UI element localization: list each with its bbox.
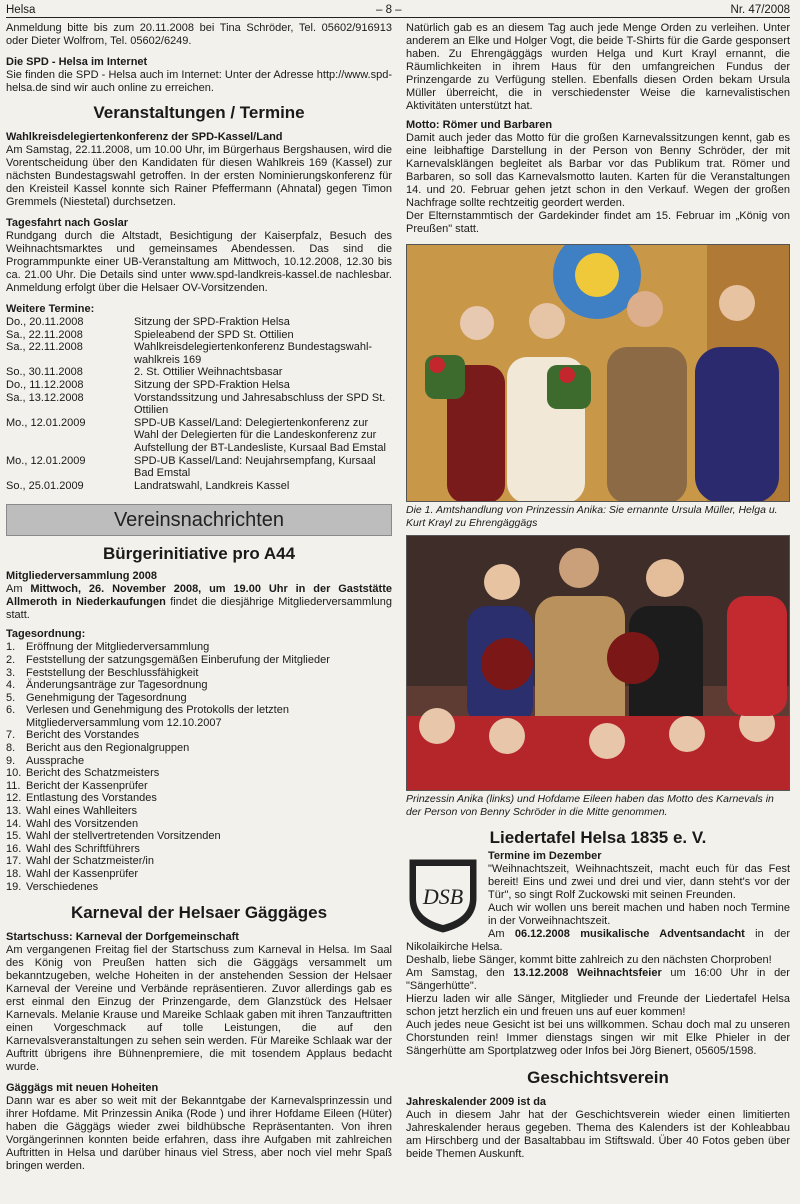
agenda-text: Wahl der stellvertretenden Vorsitzenden <box>26 830 221 843</box>
logo-monogram: DSB <box>422 884 464 910</box>
event-cell: Sitzung der SPD-Fraktion Helsa <box>134 316 290 328</box>
motto-heading: Motto: Römer und Barbaren <box>406 119 553 131</box>
list-item <box>6 818 392 831</box>
event-cell: Spieleabend der SPD St. Ottilien <box>134 328 294 341</box>
agenda-text: Wahl des Schriftführers <box>26 842 140 855</box>
bi-text-b: Mittwoch, 26. November 2008, um 19.00 Uhr in der Gaststätte Allmeroth in Niederkaufungen <box>6 583 392 609</box>
agenda-number: 12. <box>6 792 22 805</box>
table-row <box>6 316 392 329</box>
date-cell: Sa., 22.11.2008 <box>6 328 83 341</box>
agenda-number: 16. <box>6 842 22 855</box>
lt-text-4: Deshalb, liebe Sänger, kommt bitte zahlreich zu den nächsten Chorproben! <box>406 954 772 967</box>
agenda-text: Aussprache <box>26 754 85 767</box>
date-cell: Sa., 13.12.2008 <box>6 391 84 404</box>
agenda-text: Verlesen und Genehmigung des Protokolls der letzten Mitgliederversammlung vom 12.10.2007 <box>26 704 289 729</box>
event-cell: 2. St. Ottilier Weihnachtsbasar <box>134 366 283 379</box>
goslar-heading: Tagesfahrt nach Goslar <box>6 217 129 229</box>
list-item <box>6 855 392 868</box>
table-row <box>6 341 392 366</box>
lt-text-7: Auch jedes neue Gesicht ist bei uns willkommen. Schau doch mal zu unseren Chorstunden rein! Immer dienstags singen wir mit Elke Phieler in der Sängerhütte am Sportplatzweg oder Infos bei Jörg Bienert, 05605/1598. <box>406 1019 790 1058</box>
gv-heading: Jahreskalender 2009 ist da <box>406 1096 547 1109</box>
bi-title: Bürgerinitiative pro A44 <box>102 544 296 564</box>
list-item <box>6 654 392 667</box>
table-row <box>6 366 392 379</box>
lt-text-5a: Am Samstag, den <box>406 967 514 980</box>
list-item <box>6 805 392 818</box>
agenda-text: Eröffnung der Mitgliederversammlung <box>26 641 210 654</box>
lt-text-5b: 13.12.2008 Weihnachtsfeier <box>513 967 662 980</box>
bi-text-c: findet die diesjährige Mitgliederversammlung statt. <box>6 596 392 622</box>
list-item <box>6 704 392 729</box>
table-row <box>6 417 392 455</box>
list-item <box>6 667 392 680</box>
photo-prinzengarde-drawing <box>407 536 790 791</box>
agenda-number: 1. <box>6 641 16 654</box>
photo-honorees <box>406 244 790 502</box>
page-header <box>6 2 790 18</box>
list-item <box>6 729 392 742</box>
list-item <box>6 767 392 780</box>
agenda-number: 14. <box>6 817 22 830</box>
lt-text-6: Hierzu laden wir alle Sänger, Mitglieder und Freunde der Liedertafel Helsa schon jetzt herzlich ein und freuen uns auf euer kommen! <box>406 993 790 1019</box>
lt-text-3b: 06.12.2008 musikalische Adventsandacht <box>514 928 745 941</box>
agenda-text: Bericht des Vorstandes <box>26 729 140 742</box>
date-cell: Do., 11.12.2008 <box>6 378 84 391</box>
intro-text: Anmeldung bitte bis zum 20.11.2008 bei Tina Schröder, Tel. 05602/916913 oder Dieter Wolfrom, Tel. 05602/6249. <box>6 22 392 47</box>
agenda-number: 11. <box>6 779 21 792</box>
wk-text: Am Samstag, 22.11.2008, um 10.00 Uhr, im Bürgerhaus Bergshausen, wird die Vorentscheidung über den Kandidaten für diesen Wahlkreis 169 (Kassel) zur nächsten Bundestagswahl getroffen. In der ersten Nominierungskonferenz für den Kreisteil Kassel konnte sich Rainer Pfeffermann (Ahnatal) gegen Timon Gremmels (Niestetal) durchsetzen. <box>6 144 392 208</box>
lt-text-5 <box>406 967 790 993</box>
agenda-text: Bericht der Kassenprüfer <box>26 779 148 792</box>
table-row <box>6 392 392 417</box>
agenda-number: 13. <box>6 805 22 818</box>
lt-text-2: Auch wir wollen uns bereit machen und haben noch Termine in der Vorweihnachtszeit. <box>488 902 790 928</box>
list-item <box>6 830 392 843</box>
agenda-text: Genehmigung der Tagesordnung <box>26 691 187 704</box>
date-cell: Sa., 22.11.2008 <box>6 341 83 354</box>
internet-heading: Die SPD - Helsa im Internet <box>6 56 148 68</box>
list-item <box>6 868 392 881</box>
event-cell: Landratswahl, Landkreis Kassel <box>134 479 290 492</box>
goslar-text: Rundgang durch die Altstadt, Besichtigung der Kaiserpfalz, Besuch des Weihnachtsmarktes und gemeinsames Abendessen. Das sind die Programmpunkte einer UB-Veranstaltung am Mittwoch, 10.12.2008, 12.30 bis ca. 21.00 Uhr. Die Details sind unter www.spd-landkreis-kassel.de nachlesbar. Anmeldung erfolgt über die Helsaer OV-Vorsitzenden. <box>6 230 392 294</box>
liedertafel-logo <box>406 854 480 934</box>
agenda-text: Entlastung des Vorstandes <box>26 792 157 805</box>
page-number: – 8 – <box>376 4 402 16</box>
list-item <box>6 792 392 805</box>
agenda-text: Änderungsanträge zur Tagesordnung <box>26 679 208 692</box>
event-cell: Sitzung der SPD-Fraktion Helsa <box>134 378 290 391</box>
list-item <box>6 755 392 768</box>
agenda-number: 6. <box>6 704 16 717</box>
agenda-list <box>6 641 392 893</box>
agenda-number: 17. <box>6 855 22 868</box>
agenda-number: 8. <box>6 742 16 755</box>
list-item <box>6 780 392 793</box>
event-cell: Vorstandssitzung und Jahresabschluss der SPD St. Ottilien <box>134 391 386 417</box>
agenda-text: Wahl der Schatzmeister/in <box>26 855 154 868</box>
more-dates-heading: Weitere Termine: <box>6 303 95 315</box>
agenda-number: 9. <box>6 754 16 767</box>
photo-honorees-drawing <box>407 245 790 502</box>
table-row <box>6 329 392 342</box>
date-cell: Mo., 12.01.2009 <box>6 454 86 467</box>
agenda-number: 7. <box>6 729 16 742</box>
date-cell: Do., 20.11.2008 <box>6 316 84 328</box>
agenda-text: Wahl eines Wahlleiters <box>26 805 138 818</box>
table-row <box>6 379 392 392</box>
agenda-text: Bericht aus den Regionalgruppen <box>26 742 190 755</box>
bi-heading: Mitgliederversammlung 2008 <box>6 570 158 583</box>
internet-text: Sie finden die SPD - Helsa auch im Internet: Unter der Adresse http://www.spd-helsa.de sind wir auch online zu erreichen. <box>6 69 392 94</box>
lt-text-3a: Am <box>488 928 515 941</box>
agenda-number: 10. <box>6 767 22 780</box>
list-item <box>6 881 392 894</box>
agenda-number: 5. <box>6 691 16 704</box>
date-cell: So., 25.01.2009 <box>6 479 84 492</box>
liedertafel-article <box>406 850 790 1058</box>
event-cell: SPD-UB Kassel/Land: Neujahrsempfang, Kursaal Bad Emstal <box>134 454 376 480</box>
bi-text-a: Am <box>6 583 31 596</box>
gv-title: Geschichtsverein <box>527 1068 669 1088</box>
lt-heading: Termine im Dezember <box>488 850 602 863</box>
date-cell: Mo., 12.01.2009 <box>6 416 86 429</box>
agenda-text: Feststellung der Beschlussfähigkeit <box>26 666 199 679</box>
karneval-title: Karneval der Helsaer Gäggäges <box>70 903 328 923</box>
agenda-number: 4. <box>6 679 16 692</box>
agenda-number: 3. <box>6 666 16 679</box>
header-town: Helsa <box>6 4 36 16</box>
start-heading: Startschuss: Karneval der Dorfgemeinschaft <box>6 931 239 944</box>
table-row <box>6 455 392 480</box>
list-item <box>6 641 392 654</box>
bi-text <box>6 583 392 622</box>
wk-heading: Wahlkreisdelegiertenkonferenz der SPD-Kassel/Land <box>6 131 283 143</box>
orden-text: Natürlich gab es an diesem Tag auch jede Menge Orden zu verleihen. Unter anderem an Elke und Holger Vogt, die beide T-Shirts für die Garde gesponsert haben. Zu Ehrengäggägs wurden Helga und Kurt Krayl ernannt, die Räumlichkeiten in ihrem Haus für den umfangreichen Fundus der Prinzengarde zu Verfügung stellen. Ebenfalls diesen Orden bekam Ursula Müller überreicht, die in verschiedenster Weise die karnevalistischen Aktivitäten unterstützt hat. <box>406 22 790 112</box>
agenda-text: Feststellung der satzungsgemäßen Einberufung der Mitglieder <box>26 653 330 666</box>
liedertafel-logo-shield <box>406 854 480 934</box>
table-row <box>6 480 392 493</box>
photo-prinzengarde <box>406 535 790 791</box>
agenda-number: 15. <box>6 830 22 843</box>
agenda-text: Wahl des Vorsitzenden <box>26 817 139 830</box>
list-item <box>6 692 392 705</box>
lt-text-5c: um 16:00 Uhr in der "Sängerhütte". <box>406 967 790 993</box>
list-item <box>6 742 392 755</box>
gv-text: Auch in diesem Jahr hat der Geschichtsverein wieder einen limitierten Jahreskalender heraus gegeben. Thema des Kalenders ist der Kohleabbau am Hirschberg und der Basaltabbau im Stiftswald. Über 40 Fotos geben über beide Themen Auskunft. <box>406 1109 790 1161</box>
agenda-text: Bericht des Schatzmeisters <box>26 767 160 780</box>
start-text: Am vergangenen Freitag fiel der Startschuss zum Karneval in Helsa. Im Saal des König von Preußen hatten sich die Gäggägs versammelt um bekanntzugeben, welche Hoheiten in der anstehenden Session der Helsaer Karneval der Vereine und Verbände repräsentieren. Zuvor allerdings gab es erst einmal den Einzug der Prinzengarde, dem Glanzstück des Helsaer Karnevals. Melanie Krause und Mareike Schlaak gaben mit ihren Tanzauftritten einen Vorgeschmack auf tolle Leistungen, die auf den Karnevalsveranstaltungen zu sehen sein werden. Für Mareike Schlaak war der Auftritt übrigens ihre Bühnenpremiere, die mit tosendem Applaus bedacht wurde. <box>6 944 392 1074</box>
photo-caption-2: Prinzessin Anika (links) und Hofdame Eileen haben das Motto des Karnevals in der Person von Benny Schröder in die Mitte genommen. <box>406 793 774 818</box>
hoheit-text: Dann war es aber so weit mit der Bekanntgabe der Karnevalsprinzessin und ihrer Hofdame. Mit Prinzessin Anika (Rode ) und ihrer Hofdame Eileen (Hüter) haben die Gäggägs wieder zwei bildhübsche Repräsentanten. Von ihren Vorgängerinnen konnten beide erfahren, dass ihre Aufgaben mit zahlreichen Auftritten in Helsa und darüber hinaus viel Stress, aber noch viel mehr Spaß bringen werden. <box>6 1095 392 1173</box>
agenda-text: Wahl der Kassenprüfer <box>26 868 139 880</box>
left-column <box>6 22 392 1173</box>
lt-title: Liedertafel Helsa 1835 e. V. <box>489 828 707 848</box>
list-item <box>6 843 392 856</box>
list-item <box>6 679 392 692</box>
vereinsnachrichten-band: Vereinsnachrichten <box>6 504 392 536</box>
event-cell: Wahlkreisdelegiertenkonferenz Bundestagswahl-wahlkreis 169 <box>134 341 373 366</box>
issue-number: Nr. 47/2008 <box>730 4 790 16</box>
hoheit-heading: Gäggägs mit neuen Hoheiten <box>6 1082 159 1095</box>
agenda-text: Verschiedenes <box>26 880 99 893</box>
motto-text-2: Der Elternstammtisch der Gardekinder findet am 15. Februar im „König von Preußen" statt. <box>406 210 790 235</box>
photo-caption-1: Die 1. Amtshandlung von Prinzessin Anika: Sie ernannte Ursula Müller, Helga u. Kurt Krayl zu Ehrengäggägs <box>406 504 778 529</box>
right-column <box>406 22 790 1161</box>
agenda-number: 19. <box>6 880 22 893</box>
dates-table <box>6 316 392 492</box>
agenda-heading: Tagesordnung: <box>6 628 86 641</box>
lt-quote: "Weihnachtszeit, Weihnachtszeit, macht euch für das Fest bereit! Eins und zwei und drei und vier, dann steht's vor der Tür", so singt Rolf Zuckowski mit seinen Freunden. <box>488 863 790 902</box>
date-cell: So., 30.11.2008 <box>6 366 83 379</box>
motto-text: Damit auch jeder das Motto für die großen Karnevalssitzungen kennt, gab es eine leibhaftige Darstellung in der Person von Benny Schröder, der mit Karnevalsklängen begleitet als Barbar vor das Publikum trat. Römer und Barbaren, so soll das Karnevalsmotto lauten. Karten für die Veranstaltungen 14. und 20. Februar gehen jetzt schon in den Verkauf. Wegen der großen Nachfrage sollte rechtzeitig geordert werden. <box>406 132 790 209</box>
agenda-number: 2. <box>6 653 16 666</box>
event-cell: SPD-UB Kassel/Land: Delegiertenkonferenz zur Wahl der Delegierten für die Landeskonferenz zur Aufstellung der BT-Landesliste, Kursaal Bad Emstal <box>134 416 386 454</box>
events-title: Veranstaltungen / Termine <box>93 103 305 122</box>
lt-text-3c: in der Nikolaikirche Helsa. <box>406 928 790 954</box>
agenda-number: 18. <box>6 868 22 880</box>
